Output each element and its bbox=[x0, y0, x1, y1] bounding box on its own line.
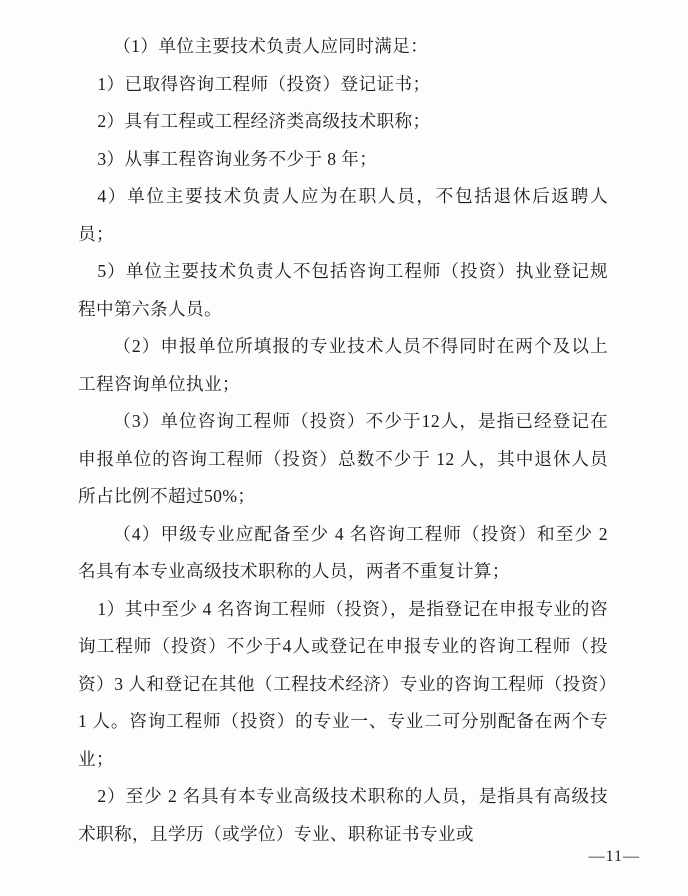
paragraph: 2）至少 2 名具有本专业高级技术职称的人员，是指具有高级技术职称，且学历（或学位）专业、职称证书专业或 bbox=[78, 786, 608, 844]
paragraph: （3）单位咨询工程师（投资）不少于12人，是指已经登记在申报单位的咨询工程师（投资）总数不少于 12 人，其中退休人员所占比例不超过50%； bbox=[78, 411, 608, 506]
paragraph: 4）单位主要技术负责人应为在职人员，不包括退休后返聘人员； bbox=[78, 186, 608, 244]
paragraph: 5）单位主要技术负责人不包括咨询工程师（投资）执业登记规程中第六条人员。 bbox=[78, 261, 608, 319]
paragraph: 2）具有工程或工程经济类高级技术职称； bbox=[97, 111, 431, 131]
paragraph: 3）从事工程咨询业务不少于 8 年； bbox=[97, 148, 378, 169]
paragraph: 1）其中至少 4 名咨询工程师（投资），是指登记在申报专业的咨询工程师（投资）不少于4人或登记在申报专业的咨询工程师（投资）3 人和登记在其他（工程技术经济）专业的咨询工程师（投资）1 人。咨询工程师（投资）的专业一、专业二可分别配备在两个专业； bbox=[78, 598, 608, 769]
page-number: —11— bbox=[588, 848, 640, 865]
paragraph: （4）甲级专业应配备至少 4 名咨询工程师（投资）和至少 2 名具有本专业高级技术职称的人员，两者不重复计算； bbox=[78, 523, 608, 581]
paragraph: 1）已取得咨询工程师（投资）登记证书； bbox=[97, 73, 431, 94]
paragraph: （2）申报单位所填报的专业技术人员不得同时在两个及以上工程咨询单位执业； bbox=[78, 336, 608, 394]
document-body bbox=[78, 28, 608, 853]
paragraph: （1）单位主要技术负责人应同时满足： bbox=[113, 36, 429, 56]
